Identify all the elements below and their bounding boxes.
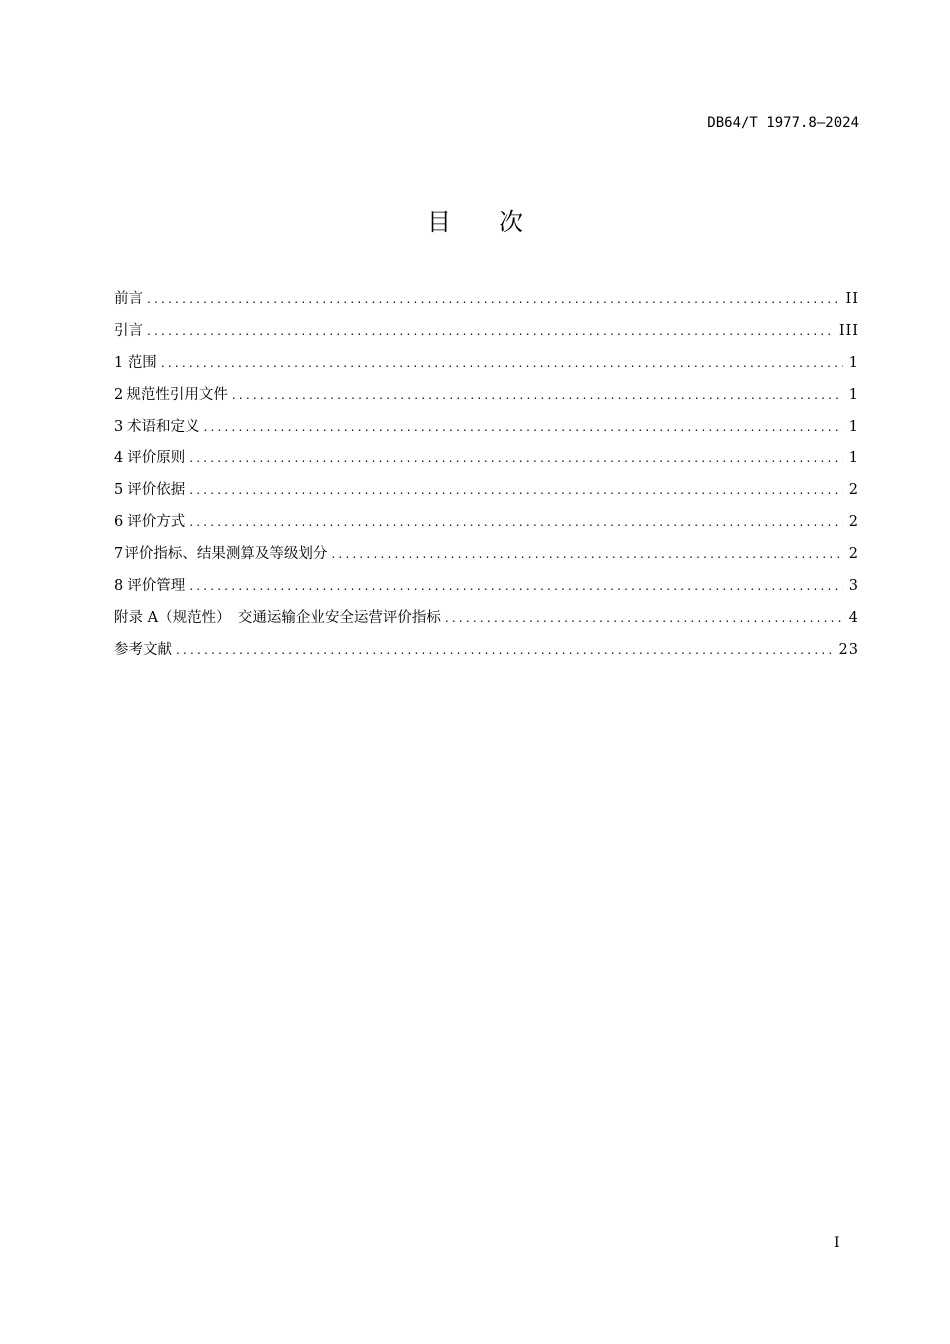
toc-entry-page: 1 [848,450,859,467]
toc-entry-label: 规范性引用文件 [126,386,228,403]
toc-entry-page: 4 [848,609,859,626]
toc-entry-normative-references[interactable] [114,383,859,415]
toc-entry-page: 2 [848,482,859,499]
toc-leader-dots [331,542,842,566]
toc-leader-dots [147,287,840,311]
toc-entry-evaluation-basis[interactable] [114,478,859,510]
table-of-contents [114,287,859,670]
toc-title-char-1: 目 [427,208,451,236]
toc-entry-foreword[interactable] [114,287,859,319]
toc-entry-number: 5 [114,482,124,499]
toc-entry-label: 评价指标、结果测算及等级划分 [124,546,328,563]
toc-entry-label: 范围 [127,354,157,371]
toc-entry-label: 前言 [114,291,143,307]
toc-entry-page: III [838,322,859,339]
toc-entry-number: 7 [114,546,124,563]
toc-entry-label: 引言 [114,322,143,339]
toc-entry-label: 参考文献 [114,641,172,658]
toc-entry-evaluation-method[interactable] [114,510,859,542]
toc-entry-number: 1 [114,354,124,371]
toc-entry-page: II [845,291,859,307]
toc-leader-dots [232,383,843,407]
toc-entry-scope[interactable] [114,351,859,383]
toc-leader-dots [189,446,843,470]
toc-title-char-2: 次 [499,208,523,236]
toc-entry-number: 8 [114,578,124,595]
toc-leader-dots [161,351,843,375]
toc-entry-page: 1 [848,386,859,403]
toc-entry-introduction[interactable] [114,319,859,351]
toc-entry-label: 附录 A（规范性） 交通运输企业安全运营评价指标 [114,609,441,626]
toc-leader-dots [147,319,833,343]
toc-entry-page: 3 [848,578,859,595]
document-code: DB64/T 1977.8—2024 [707,115,859,131]
toc-entry-appendix-a[interactable] [114,606,859,638]
toc-entry-evaluation-management[interactable] [114,574,859,606]
toc-leader-dots [189,574,843,598]
toc-entry-number: 6 [114,514,124,531]
toc-entry-number: 4 [114,450,124,467]
toc-leader-dots [189,478,843,502]
toc-entry-terms-definitions[interactable] [114,415,859,447]
toc-entry-bibliography[interactable] [114,638,859,670]
toc-entry-number: 2 [114,386,124,403]
toc-entry-label: 术语和定义 [126,418,200,435]
toc-entry-page: 2 [848,514,859,531]
toc-leader-dots [176,638,833,662]
toc-entry-evaluation-principles[interactable] [114,446,859,478]
toc-entry-page: 23 [838,641,859,658]
toc-entry-page: 2 [848,546,859,563]
toc-entry-page: 1 [848,354,859,371]
toc-entry-indicators-grading[interactable] [114,542,859,574]
toc-entry-label: 评价方式 [127,514,186,531]
toc-leader-dots [189,510,843,534]
toc-entry-label: 评价依据 [127,482,186,499]
toc-entry-page: 1 [848,418,859,435]
toc-leader-dots [203,415,842,439]
toc-entry-label: 评价管理 [127,578,186,595]
toc-title [0,202,950,237]
toc-leader-dots [445,606,843,630]
toc-entry-number: 3 [114,418,124,435]
toc-entry-label: 评价原则 [127,450,186,467]
page-number: I [834,1235,840,1251]
